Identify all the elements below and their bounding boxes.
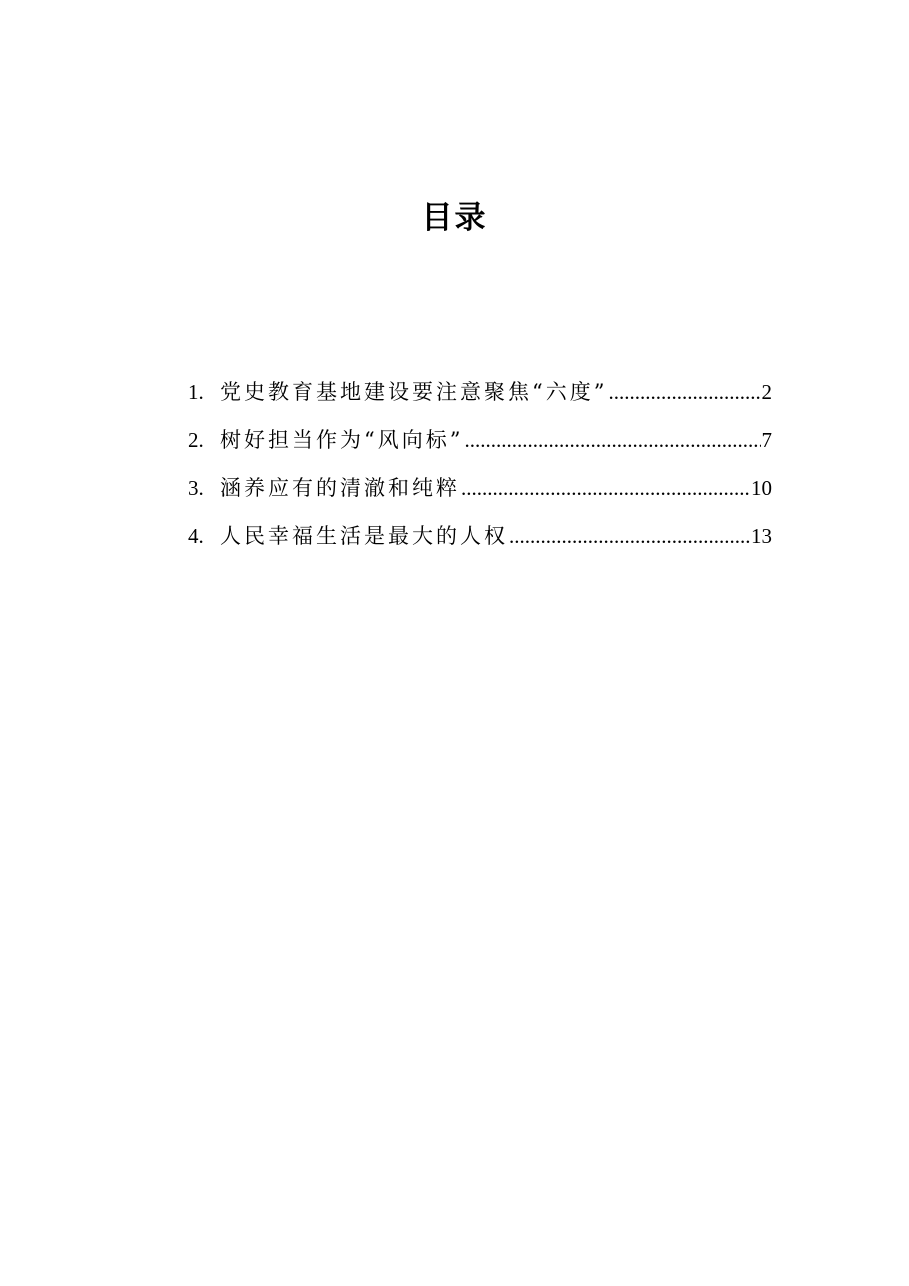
- table-of-contents: [188, 372, 772, 564]
- toc-entry-title: 涵养应有的清澈和纯粹: [220, 476, 460, 500]
- toc-dot-leader: [608, 372, 760, 412]
- toc-entry-page-number: 2: [761, 380, 772, 404]
- toc-dot-leader: [464, 420, 760, 460]
- toc-entry-number: 3.: [188, 476, 204, 500]
- toc-entry-number: 4.: [188, 524, 204, 548]
- toc-entry-page-number: 13: [751, 524, 772, 548]
- toc-entry-number: 1.: [188, 380, 204, 404]
- toc-entry[interactable]: [188, 420, 772, 468]
- toc-entry[interactable]: [188, 372, 772, 420]
- toc-entry-title: 人民幸福生活是最大的人权: [220, 524, 508, 548]
- toc-entry[interactable]: [188, 468, 772, 516]
- toc-entry-number: 2.: [188, 428, 204, 452]
- toc-entry-page-number: 7: [761, 428, 772, 452]
- toc-entry-title: 树好担当作为“风向标”: [220, 428, 464, 452]
- toc-entry-page-number: 10: [751, 476, 772, 500]
- toc-dot-leader: [461, 468, 750, 508]
- toc-dot-leader: [509, 516, 750, 556]
- toc-entry-title: 党史教育基地建设要注意聚焦“六度”: [220, 380, 608, 404]
- toc-entry[interactable]: [188, 516, 772, 564]
- toc-title: 目录: [421, 200, 488, 236]
